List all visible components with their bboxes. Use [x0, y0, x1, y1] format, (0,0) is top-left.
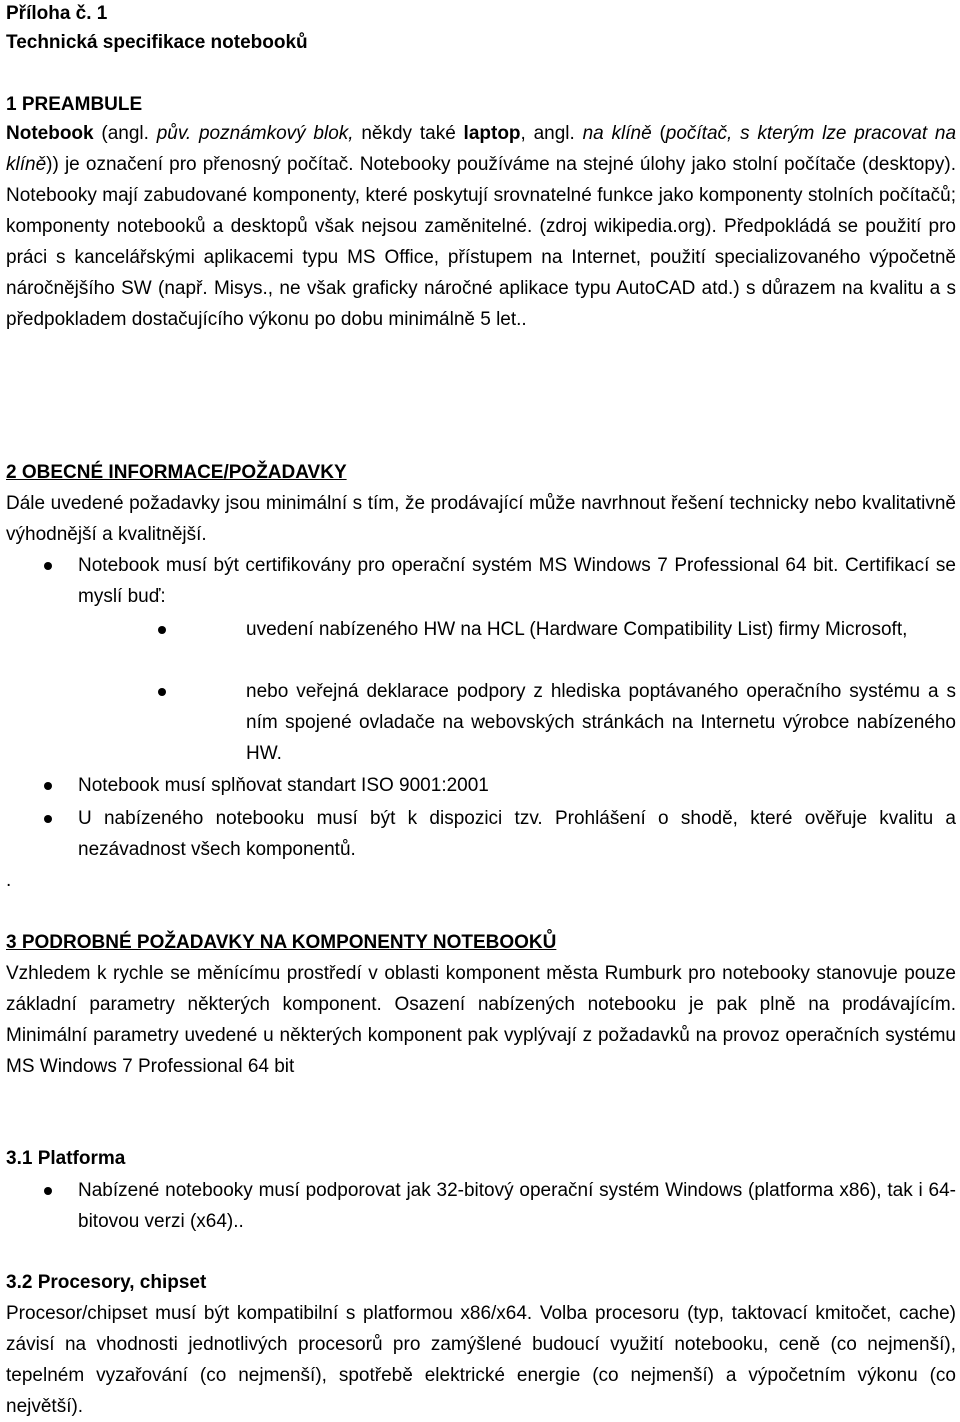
bullet-icon — [44, 782, 52, 790]
section-2-heading: 2 OBECNÉ INFORMACE/POŽADAVKY — [6, 462, 347, 483]
preamble-paragraph: Notebook (angl. pův. poznámkový blok, někdy také laptop, angl. na klíně (počítač, s kterým lze pracovat na klíně)) je označení pro přenosný počítač. Notebooky používáme na stejné úlohy jako stolní počítače (desktopy). Notebooky mají zabudované komponenty, které poskytují srovnatelné funkce jako komponenty stolních počítačů; komponenty notebooků a desktopů však nejsou zaměnitelné. (zdroj wikipedia.org). Předpokládá se použití pro práci s kancelářskými aplikacemi typu MS Office, přístupem na Internet, použití specializovaného výpočetně náročnějšího SW (např. Misys., ne však graficky náročné aplikace typu AutoCAD atd.) s důrazem na kvalitu a s předpokladem dostačujícího výkonu po dobu minimálně 5 let.. — [6, 123, 957, 330]
bullet-icon — [158, 626, 166, 634]
section-3-intro: Vzhledem k rychle se měnícímu prostředí v oblasti komponent města Rumburk pro notebooky stanovuje pouze základní parametry některých komponent. Osazení nabízených notebooku je pak plně na prodávajícím. Minimální parametry uvedené u některých komponent pak vyplývají z požadavků na provoz operačních systému MS Windows 7 Professional 64 bit — [6, 963, 956, 1077]
list-item: Nabízené notebooky musí podporovat jak 32-bitový operační systém Windows (platforma x86), tak i 64-bitovou verzi (x64).. — [78, 1175, 956, 1237]
bullet-icon — [158, 688, 166, 696]
list-item: uvedení nabízeného HW na HCL (Hardware Compatibility List) firmy Microsoft, — [246, 614, 956, 645]
term-notebook: Notebook — [6, 123, 94, 144]
bullet-icon — [44, 562, 52, 570]
subsection-3-1-heading: 3.1 Platforma — [6, 1148, 126, 1169]
term-laptop: laptop — [463, 123, 521, 144]
subsection-3-2-heading: 3.2 Procesory, chipset — [6, 1272, 207, 1293]
list-item: Notebook musí být certifikovány pro operační systém MS Windows 7 Professional 64 bit. Certifikací se myslí buď: — [78, 550, 956, 612]
stray-dot: . — [6, 870, 12, 891]
subsection-3-2-text: Procesor/chipset musí být kompatibilní s platformou x86/x64. Volba procesoru (typ, taktovací kmitočet, cache) závisí na vhodnosti jednotlivých procesorů pro zamýšlené budoucí využití notebooku, ceně (co nejmenší), tepelném vyzařování (co nejmenší), spotřebě elektrické energie (co nejmenší) a výpočetním výkonu (co největší). — [6, 1303, 956, 1417]
list-item: Notebook musí splňovat standart ISO 9001:2001 — [78, 770, 956, 801]
list-item: U nabízeného notebooku musí být k dispozici tzv. Prohlášení o shodě, které ověřuje kvalitu a nezávadnost všech komponentů. — [78, 803, 956, 865]
section-2-intro: Dále uvedené požadavky jsou minimální s tím, že prodávající může navrhnout řešení technicky nebo kvalitativně výhodnější a kvalitnější. — [6, 493, 956, 545]
section-3-heading: 3 PODROBNÉ POŽADAVKY NA KOMPONENTY NOTEBOOKŮ — [6, 932, 557, 953]
list-item: nebo veřejná deklarace podpory z hlediska poptávaného operačního systému a s ním spojené ovladače na webovských stránkách na Internetu výrobce nabízeného HW. — [246, 676, 956, 769]
bullet-icon — [44, 815, 52, 823]
document-title: Technická specifikace notebooků — [6, 32, 308, 53]
section-1-heading: 1 PREAMBULE — [6, 94, 143, 115]
bullet-icon — [44, 1187, 52, 1195]
annex-label: Příloha č. 1 — [6, 3, 108, 24]
